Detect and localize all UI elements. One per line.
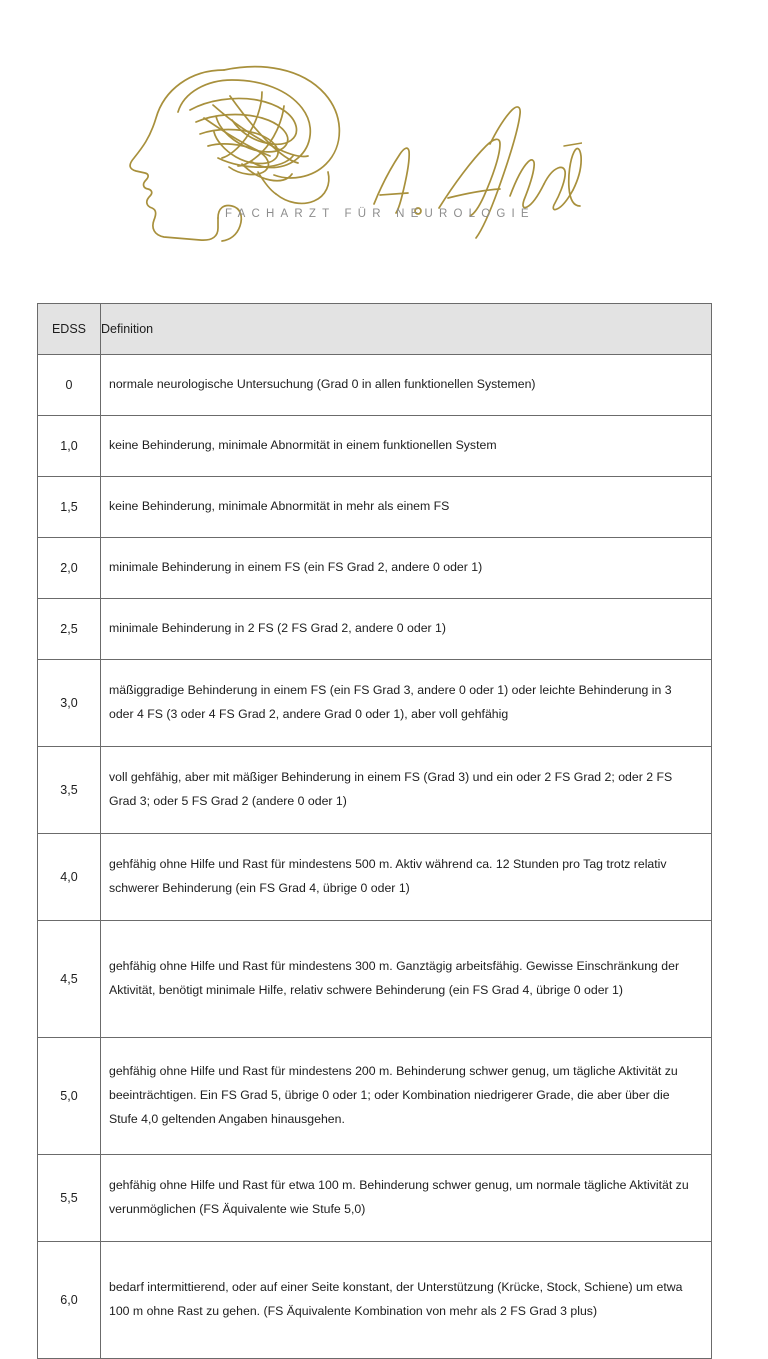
- table-row: [38, 1155, 712, 1242]
- edss-definition-cell: minimale Behinderung in 2 FS (2 FS Grad 2, andere 0 oder 1): [101, 599, 712, 660]
- edss-definition-cell: gehfähig ohne Hilfe und Rast für mindestens 200 m. Behinderung schwer genug, um tägliche Aktivität zu beeinträchtigen. Ein FS Grad 5, übrige 0 oder 1; oder Kombination niedrigerer Grade, die aber über die Stufe 4,0 geltenden Angaben hinausgehen.: [101, 1038, 712, 1155]
- edss-definition-cell: voll gehfähig, aber mit mäßiger Behinderung in einem FS (Grad 3) und ein oder 2 FS Grad 2; oder 2 FS Grad 3; oder 5 FS Grad 2 (andere 0 oder 1): [101, 747, 712, 834]
- edss-definition-cell: minimale Behinderung in einem FS (ein FS Grad 2, andere 0 oder 1): [101, 538, 712, 599]
- edss-score-cell: 0: [38, 355, 101, 416]
- table-row: [38, 1038, 712, 1155]
- table-row: [38, 1242, 712, 1359]
- edss-score-cell: 5,0: [38, 1038, 101, 1155]
- table-row: [38, 834, 712, 921]
- table-row: [38, 355, 712, 416]
- edss-score-cell: 3,5: [38, 747, 101, 834]
- edss-score-cell: 5,5: [38, 1155, 101, 1242]
- practice-logo: [112, 48, 582, 243]
- letterhead: [0, 0, 768, 268]
- edss-definition-cell: keine Behinderung, minimale Abnormität in einem funktionellen System: [101, 416, 712, 477]
- edss-table-container: [37, 303, 711, 1359]
- practice-tagline: FACHARZT FÜR NEUROLOGIE: [225, 208, 535, 220]
- edss-score-cell: 6,0: [38, 1242, 101, 1359]
- table-row: [38, 477, 712, 538]
- edss-definition-cell: gehfähig ohne Hilfe und Rast für mindestens 300 m. Ganztägig arbeitsfähig. Gewisse Einschränkung der Aktivität, benötigt minimale Hilfe, relativ schwere Behinderung (ein FS Grad 4, übrige 0 oder 1): [101, 921, 712, 1038]
- edss-score-cell: 4,0: [38, 834, 101, 921]
- edss-score-cell: 1,0: [38, 416, 101, 477]
- table-body: [38, 355, 712, 1359]
- edss-definition-cell: normale neurologische Untersuchung (Grad 0 in allen funktionellen Systemen): [101, 355, 712, 416]
- table-row: [38, 416, 712, 477]
- table-row: [38, 747, 712, 834]
- column-header-definition: Definition: [101, 304, 712, 355]
- table-row: [38, 599, 712, 660]
- edss-score-cell: 1,5: [38, 477, 101, 538]
- table-header: [38, 304, 712, 355]
- edss-definition-cell: keine Behinderung, minimale Abnormität in mehr als einem FS: [101, 477, 712, 538]
- edss-definition-cell: gehfähig ohne Hilfe und Rast für etwa 100 m. Behinderung schwer genug, um normale tägliche Aktivität zu verunmöglichen (FS Äquivalente wie Stufe 5,0): [101, 1155, 712, 1242]
- column-header-edss: EDSS: [38, 304, 101, 355]
- edss-score-cell: 3,0: [38, 660, 101, 747]
- edss-score-cell: 2,5: [38, 599, 101, 660]
- edss-score-cell: 2,0: [38, 538, 101, 599]
- edss-definition-cell: mäßiggradige Behinderung in einem FS (ein FS Grad 3, andere 0 oder 1) oder leichte Behinderung in 3 oder 4 FS (3 oder 4 FS Grad 2, andere Grad 0 oder 1), aber voll gehfähig: [101, 660, 712, 747]
- table-row: [38, 660, 712, 747]
- edss-definition-cell: gehfähig ohne Hilfe und Rast für mindestens 500 m. Aktiv während ca. 12 Stunden pro Tag trotz relativ schwerer Behinderung (ein FS Grad 4, übrige 0 oder 1): [101, 834, 712, 921]
- edss-definition-cell: bedarf intermittierend, oder auf einer Seite konstant, der Unterstützung (Krücke, Stock, Schiene) um etwa 100 m ohne Rast zu gehen. (FS Äquivalente Kombination von mehr als 2 FS Grad 3 plus): [101, 1242, 712, 1359]
- table-header-row: [38, 304, 712, 355]
- edss-score-cell: 4,5: [38, 921, 101, 1038]
- edss-table: [37, 303, 712, 1359]
- table-row: [38, 921, 712, 1038]
- table-row: [38, 538, 712, 599]
